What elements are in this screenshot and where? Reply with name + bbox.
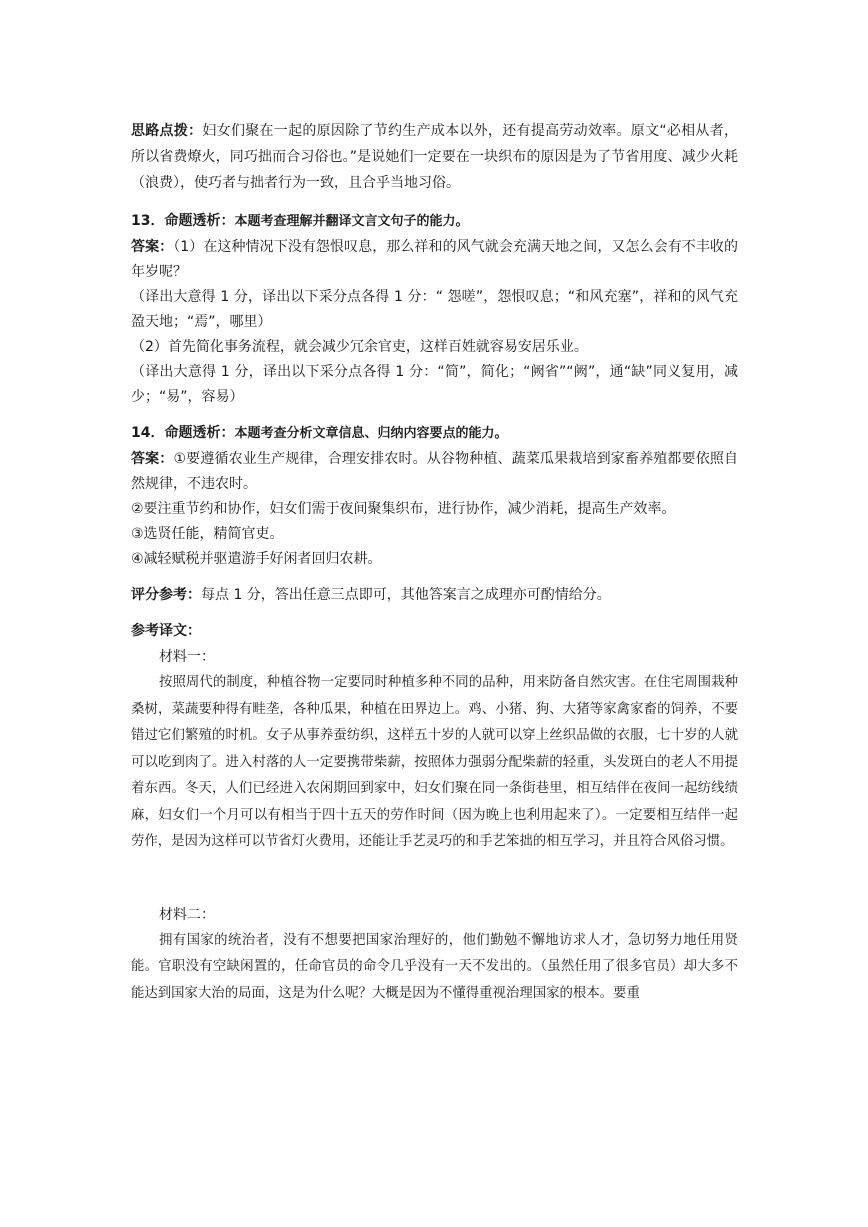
section-spacer <box>131 856 738 902</box>
hint-paragraph <box>131 118 738 196</box>
q13-intent <box>131 208 738 235</box>
q13-answer-2: （2）首先简化事务流程，就会减少冗余官吏，这样百姓就容易安居乐业。 <box>131 339 588 355</box>
q14-intent-text: 本题考查分析文章信息、归纳内容要点的能力。 <box>234 426 508 441</box>
q14-number: 14． <box>131 425 165 441</box>
q13-answer-1-text: （1）在这种情况下没有怨恨叹息，那么祥和的风气就会充满天地之间，又怎么会有不丰收的年岁呢？ <box>131 239 739 280</box>
material-1-text: 按照周代的制度，种植谷物一定要同时种植多种不同的品种，用来防备自然灾害。在住宅周围栽种桑树，菜蔬要种得有畦垄，各种瓜果，种植在田界边上。鸡、小猪、狗、大猪等家禽家畜的饲养，不要错过它们繁殖的时机。女子从事养蚕纺织，这样五十岁的人就可以穿上丝织品做的衣服，七十岁的人就可以吃到肉了。进入村落的人一定要携带柴薪，按照体力强弱分配柴薪的轻重，头发斑白的老人不用提着东西。冬天，人们已经进入农闲期回到家中，妇女们聚在同一条街巷里，相互结伴在夜间一起纺线绩麻，妇女们一个月可以有相当于四十五天的劳作时间（因为晚上也利用起来了）。一定要相互结伴一起劳作，是因为这样可以节省灯火费用，还能让手艺灵巧的和手艺笨拙的相互学习，并且符合风俗习惯。 <box>131 675 738 849</box>
q13-answer-1 <box>131 235 738 285</box>
material-1-title: 材料一： <box>159 649 215 665</box>
q14-answer-point-4: ④减轻赋税并驱遣游手好闲者回归农耕。 <box>131 551 382 567</box>
q14-answer-point-2: ②要注重节约和协作，妇女们需于夜间聚集织布，进行协作，减少消耗，提高生产效率。 <box>131 501 676 517</box>
material-2-title: 材料二： <box>159 906 215 923</box>
q14-answer-point-3: ③选贤任能，精简官吏。 <box>131 526 284 542</box>
q13-intent-label: 命题透析： <box>164 213 235 229</box>
hint-text: 妇女们聚在一起的原因除了节约生产成本以外，还有提高劳动效率。原文“必相从者，所以省费燎火，同巧拙而合习俗也。”是说她们一定要在一块织布的原因是为了节省用度、减少火耗（浪费），使巧者与拙者行为一致，且合乎当地习俗。 <box>131 123 738 191</box>
q14-intent-label: 命题透析： <box>164 425 235 441</box>
q13-number: 13． <box>131 213 165 229</box>
scoring-label: 评分参考： <box>131 587 201 603</box>
q14-point-1-text: ①要遵循农业生产规律，合理安排农时。从谷物种植、蔬菜瓜果栽培到家畜养殖都要依照自然规律，不违农时。 <box>131 451 738 492</box>
q13-intent-text: 本题考查理解并翻译文言文句子的能力。 <box>234 214 469 229</box>
reference-title: 参考译文： <box>131 623 201 639</box>
scoring-paragraph <box>131 582 738 608</box>
material-2-text: 拥有国家的统治者，没有不想要把国家治理好的，他们勤勉不懈地访求人才，急切努力地任用贤能。官职没有空缺闲置的，任命官员的命令几乎没有一天不发出的。（虽然任用了很多官员）却大多不能达到国家大治的局面，这是为什么呢？大概是因为不懂得重视治理国家的根本。要重 <box>131 932 738 1001</box>
hint-label: 思路点拨： <box>131 123 203 139</box>
q13-scoring-1: （译出大意得 1 分，译出以下采分点各得 1 分：“ 怨嗟”，怨恨叹息；“和风充塞”，祥和的风气充盈天地；“焉”，哪里） <box>131 289 738 330</box>
q13-answer-label: 答案： <box>131 239 174 255</box>
q14-answer-point-1 <box>131 447 738 497</box>
q14-intent <box>131 420 738 447</box>
q14-answer-label: 答案： <box>131 451 174 467</box>
q13-scoring-2: （译出大意得 1 分，译出以下采分点各得 1 分：“简”，简化；“阙省”“阙”，通“缺”同义复用，减少；“易”，容易） <box>131 364 738 405</box>
scoring-text: 每点 1 分，答出任意三点即可，其他答案言之成理亦可酌情给分。 <box>201 587 611 603</box>
